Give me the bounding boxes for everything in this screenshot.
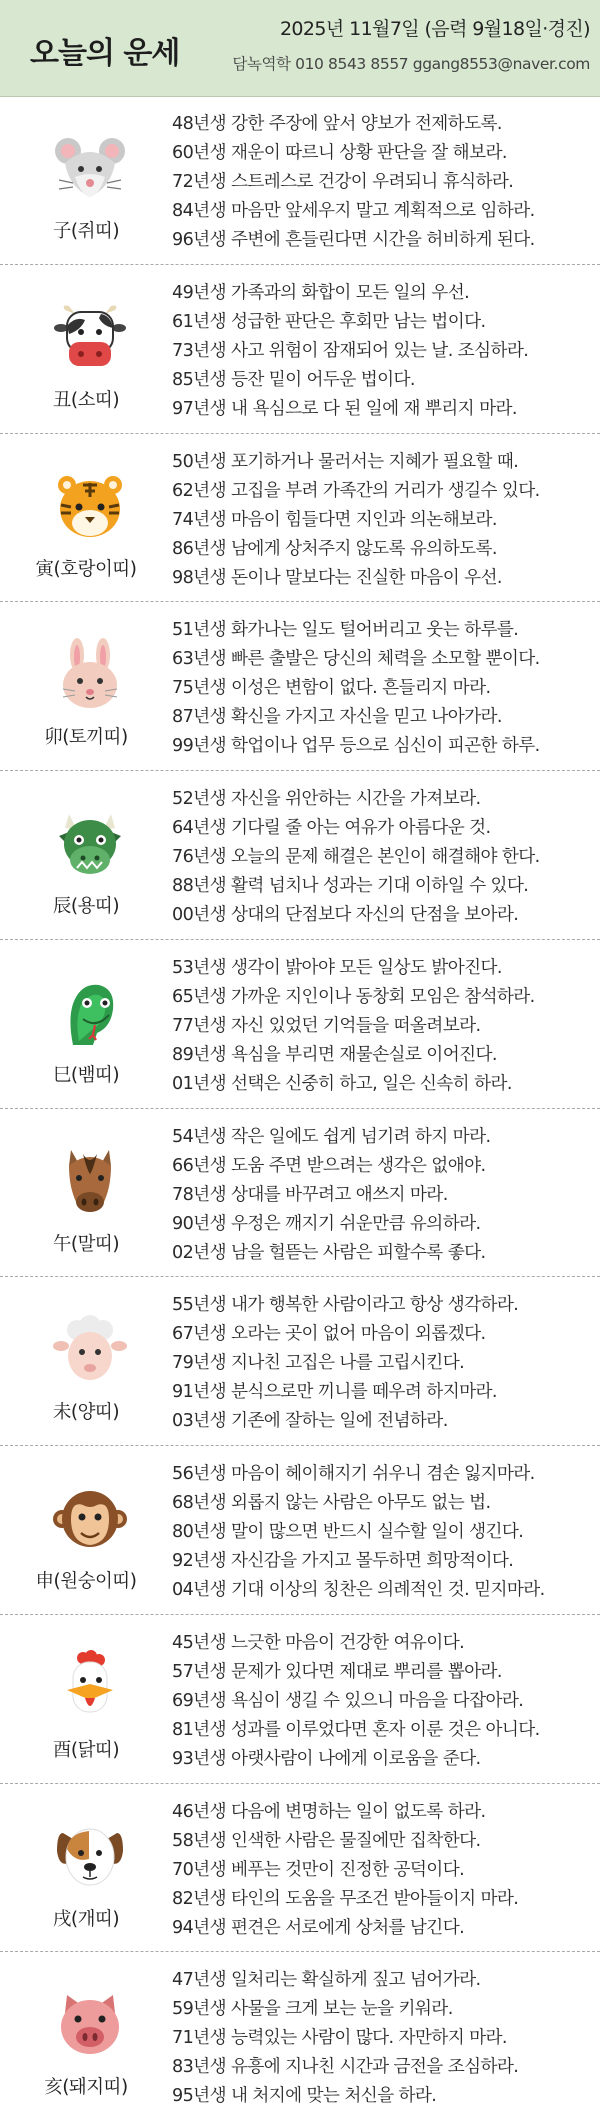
fortune-line: 82년생 타인의 도움을 무조건 받아들이지 마라. [172,1888,519,1909]
fortune-line: 65년생 가까운 지인이나 동창회 모임은 참석하라. [172,986,535,1007]
zodiac-name: 卯(토끼띠) [44,727,128,749]
fortune-line: 52년생 자신을 위안하는 시간을 가져보라. [172,789,481,809]
fortune-line: 57년생 문제가 있다면 제대로 뿌리를 뽑아라. [172,1661,502,1682]
horse-icon [53,1144,127,1218]
zodiac-animal [0,1615,166,1783]
fortune-line: 72년생 스트레스로 건강이 우려되니 휴식하라. [172,172,514,192]
zodiac-row [0,434,600,603]
fortune-line: 68년생 외롭지 않는 사람은 아무도 없는 법. [172,1493,491,1513]
zodiac-row [0,96,600,265]
pig-icon [53,1987,127,2061]
fortune-line: 56년생 마음이 헤이해지기 쉬우니 겸손 잃지마라. [172,1464,535,1484]
fortune-lines [172,785,596,930]
zodiac-animal [0,96,166,264]
header-meta [232,14,590,74]
fortune-lines [172,448,596,593]
ox-icon [53,300,127,374]
fortune-lines [172,1123,596,1268]
fortune-line: 67년생 오라는 곳이 없어 마음이 외롭겠다. [172,1324,486,1345]
tiger-icon [53,469,127,543]
zodiac-row [0,1109,600,1278]
fortune-line: 81년생 성과를 이루었다면 혼자 이룬 것은 아니다. [172,1719,540,1740]
zodiac-row [0,1784,600,1953]
fortune-line: 95년생 내 처지에 맞는 처신을 하라. [172,2086,437,2107]
zodiac-animal [0,1277,166,1445]
fortune-line: 58년생 인색한 사람은 물질에만 집착한다. [172,1830,481,1851]
zodiac-name: 未(양띠) [52,1402,120,1424]
fortune-lines [172,616,596,761]
fortune-line: 93년생 아랫사람이 나에게 이로움을 준다. [172,1748,481,1769]
fortune-line: 46년생 다음에 변명하는 일이 없도록 하라. [172,1801,486,1822]
zodiac-name: 申(원숭이띠) [35,1571,137,1592]
fortune-line: 79년생 지나친 고집은 나를 고립시킨다. [172,1353,465,1374]
zodiac-animal [0,1109,166,1277]
fortune-line: 91년생 분식으로만 끼니를 떼우려 하지마라. [172,1382,497,1403]
zodiac-row [0,602,600,771]
fortune-lines [172,954,596,1099]
zodiac-animal [0,434,166,602]
fortune-line: 03년생 기존에 잘하는 일에 전념하라. [172,1411,448,1432]
zodiac-row [0,1446,600,1615]
fortune-line: 77년생 자신 있었던 기억들을 떠올려보라. [172,1015,481,1036]
fortune-line: 74년생 마음이 힘들다면 지인과 의논해보라. [172,509,497,530]
sheep-icon [53,1312,127,1386]
fortune-lines [172,110,596,255]
zodiac-row [0,771,600,940]
fortune-line: 78년생 상대를 바꾸려고 애쓰지 마라. [172,1184,448,1205]
zodiac-name: 寅(호랑이띠) [35,558,137,580]
zodiac-name: 酉(닭띠) [52,1739,120,1761]
zodiac-row [0,1615,600,1784]
fortune-line: 62년생 고집을 부려 가족간의 거리가 생길수 있다. [172,480,540,501]
fortune-line: 59년생 사물을 크게 보는 눈을 키워라. [172,1999,453,2020]
zodiac-animal [0,940,166,1108]
fortune-line: 84년생 마음만 앞세우지 말고 계획적으로 임하라. [172,201,535,221]
zodiac-animal [0,1952,166,2121]
zodiac-animal [0,1784,166,1952]
fortune-line: 63년생 빠른 출발은 당신의 체력을 소모할 뿐이다. [172,649,540,670]
zodiac-row [0,940,600,1109]
fortune-line: 51년생 화가나는 일도 털어버리고 웃는 하루를. [172,620,519,641]
fortune-line: 99년생 학업이나 업무 등으로 심신이 피곤한 하루. [172,736,540,757]
fortune-line: 50년생 포기하거나 물러서는 지혜가 필요할 때. [172,451,519,472]
fortune-line: 00년생 상대의 단점보다 자신의 단점을 보아라. [172,905,519,925]
fortune-line: 85년생 등잔 밑이 어두운 법이다. [172,369,415,390]
zodiac-name: 巳(뱀띠) [52,1064,120,1086]
fortune-line: 53년생 생각이 밝아야 모든 일상도 밝아진다. [172,957,502,978]
zodiac-animal [0,265,166,433]
fortune-line: 92년생 자신감을 가지고 몰두하면 희망적이다. [172,1551,514,1571]
fortune-line: 04년생 기대 이상의 칭찬은 의례적인 것. 믿지마라. [172,1580,545,1600]
header [0,0,600,97]
fortune-line: 55년생 내가 행복한 사람이라고 항상 생각하라. [172,1295,519,1316]
fortune-line: 71년생 능력있는 사람이 많다. 자만하지 마라. [172,2028,507,2049]
contact-line: 담녹역학 010 8543 8557 ggang8553@naver.com [232,55,590,73]
fortune-lines [172,1460,596,1605]
date-line: 2025년 11월7일 (음력 9월18일·경진) [279,18,590,40]
fortune-lines [172,1966,596,2111]
fortune-line: 48년생 강한 주장에 앞서 양보가 전제하도록. [172,114,502,134]
fortune-lines [172,1291,596,1436]
zodiac-name: 子(쥐띠) [52,221,120,242]
fortune-line: 75년생 이성은 변함이 없다. 흔들리지 마라. [172,678,491,699]
zodiac-row [0,1952,600,2121]
fortune-line: 88년생 활력 넘치나 성과는 기대 이하일 수 있다. [172,876,529,896]
fortune-line: 64년생 기다릴 줄 아는 여유가 아름다운 것. [172,818,491,838]
fortune-lines [172,1798,596,1943]
zodiac-name: 戌(개띠) [52,1908,120,1930]
zodiac-animal [0,602,166,770]
zodiac-row [0,265,600,434]
fortune-line: 54년생 작은 일에도 쉽게 넘기려 하지 마라. [172,1126,491,1147]
fortune-line: 86년생 남에게 상처주지 않도록 유의하도록. [172,538,497,559]
dragon-icon [53,806,127,880]
fortune-line: 98년생 돈이나 말보다는 진실한 마음이 우선. [172,567,502,588]
fortune-line: 45년생 느긋한 마음이 건강한 여유이다. [172,1632,465,1653]
fortune-line: 73년생 사고 위험이 잠재되어 있는 날. 조심하라. [172,340,529,361]
fortune-line: 89년생 욕심을 부리면 재물손실로 이어진다. [172,1044,497,1065]
zodiac-name: 辰(용띠) [52,896,120,917]
rat-icon [53,131,127,205]
fortune-line: 66년생 도움 주면 받으려는 생각은 없애야. [172,1155,486,1176]
monkey-icon [53,1481,127,1555]
rooster-icon [53,1650,127,1724]
zodiac-name: 亥(돼지띠) [44,2077,128,2099]
zodiac-name: 午(말띠) [52,1233,120,1255]
fortune-line: 70년생 베푸는 것만이 진정한 공덕이다. [172,1859,465,1880]
fortune-line: 90년생 우정은 깨지기 쉬운만큼 유의하라. [172,1213,481,1234]
fortune-line: 76년생 오늘의 문제 해결은 본인이 해결해야 한다. [172,847,540,867]
zodiac-list [0,96,600,2121]
fortune-line: 96년생 주변에 흔들린다면 시간을 허비하게 된다. [172,230,535,250]
fortune-lines [172,279,596,424]
fortune-line: 61년생 성급한 판단은 후회만 남는 법이다. [172,311,486,332]
zodiac-name: 丑(소띠) [52,389,120,411]
zodiac-animal [0,771,166,939]
zodiac-animal [0,1446,166,1614]
page-title: 오늘의 운세 [30,36,180,71]
fortune-line: 97년생 내 욕심으로 다 된 일에 재 뿌리지 마라. [172,398,517,419]
fortune-line: 69년생 욕심이 생길 수 있으니 마음을 다잡아라. [172,1690,524,1711]
fortune-line: 94년생 편견은 서로에게 상처를 남긴다. [172,1917,465,1938]
dog-icon [53,1819,127,1893]
fortune-line: 49년생 가족과의 화합이 모든 일의 우선. [172,282,470,303]
fortune-line: 87년생 확신을 가지고 자신을 믿고 나아가라. [172,707,502,728]
zodiac-row [0,1277,600,1446]
snake-icon [53,975,127,1049]
fortune-line: 47년생 일처리는 확실하게 짚고 넘어가라. [172,1970,481,1991]
fortune-line: 83년생 유흥에 지나친 시간과 금전을 조심하라. [172,2057,519,2078]
fortune-line: 01년생 선택은 신중히 하고, 일은 신속히 하라. [172,1073,512,1094]
rabbit-icon [53,637,127,711]
fortune-line: 60년생 재운이 따르니 상황 판단을 잘 해보라. [172,143,507,163]
fortune-line: 80년생 말이 많으면 반드시 실수할 일이 생긴다. [172,1522,524,1542]
fortune-lines [172,1629,596,1774]
fortune-line: 02년생 남을 헐뜯는 사람은 피할수록 좋다. [172,1242,486,1263]
